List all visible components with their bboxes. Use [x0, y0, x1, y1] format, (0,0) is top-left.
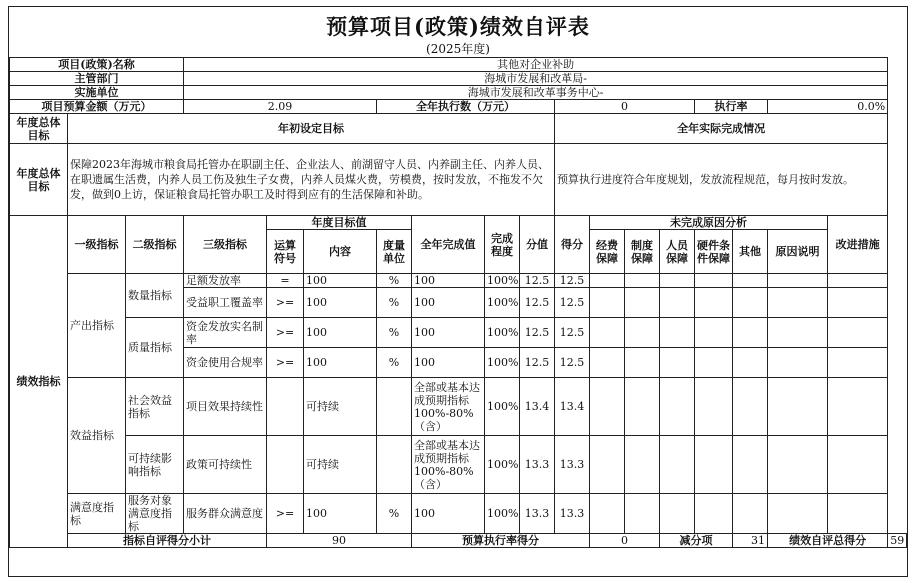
- rate-label: 执行率: [695, 100, 768, 114]
- full-cell: 100: [412, 494, 485, 534]
- value-cell: 12.5: [520, 274, 555, 288]
- h-hardware: 硬件条件保障: [695, 230, 733, 274]
- benefit-label: 效益指标: [68, 378, 126, 494]
- h-level2: 二级指标: [126, 216, 184, 274]
- h-unit: 度量单位: [377, 230, 412, 274]
- goal-row-label: 年度总体目标: [10, 144, 68, 216]
- project-name-label: 项目(政策)名称: [10, 58, 184, 72]
- budget-label: 项目预算金额（万元）: [10, 100, 184, 114]
- degree-cell: 100%: [485, 348, 520, 378]
- unit-cell: %: [377, 288, 412, 318]
- table-row: [10, 274, 907, 288]
- unit-cell: %: [377, 318, 412, 348]
- row-goal-header: [10, 114, 907, 144]
- unit-cell: [377, 378, 412, 436]
- row-budget: [10, 100, 907, 114]
- full-cell: 100: [412, 288, 485, 318]
- table-row: [10, 378, 907, 436]
- content-cell: 100: [304, 318, 377, 348]
- exec-score-label: 预算执行率得分: [412, 534, 590, 548]
- exec-value: 0: [555, 100, 695, 114]
- h-score: 得分: [555, 216, 590, 274]
- h-full: 全年完成值: [412, 216, 485, 274]
- perf-section-label: 绩效指标: [10, 216, 68, 548]
- unit-cell: %: [377, 494, 412, 534]
- h-level3: 三级指标: [184, 216, 267, 274]
- exec-label: 全年执行数（万元）: [377, 100, 555, 114]
- output-label: 产出指标: [68, 274, 126, 378]
- l3-cell: 受益职工覆盖率: [184, 288, 267, 318]
- l3-cell: 资金使用合规率: [184, 348, 267, 378]
- row-footer: [10, 534, 907, 548]
- subtotal-value: 90: [267, 534, 412, 548]
- table-row: [10, 494, 907, 534]
- row-dept: [10, 72, 907, 86]
- content-cell: 可持续: [304, 436, 377, 494]
- score-cell: 12.5: [555, 288, 590, 318]
- goal-plan-text: 保障2023年海城市粮食局托管办在职副主任、企业法人、前湖留守人员、内养副主任、内养人员、在职遗属生活费，内养人员工伤及独生子女费，内养人员煤火费，劳模费，按时发放，不拖发不欠发，做到0上访，保证粮食局托管办职工及时得到应有的生活保障和补助。: [68, 144, 555, 216]
- h-improve: 改进措施: [828, 216, 888, 274]
- dept-value: 海城市发展和改革局-: [184, 72, 888, 86]
- row-impl: [10, 86, 907, 100]
- h-target: 年度目标值: [267, 216, 412, 230]
- content-cell: 100: [304, 348, 377, 378]
- score-cell: 12.5: [555, 274, 590, 288]
- degree-cell: 100%: [485, 378, 520, 436]
- content-cell: 100: [304, 274, 377, 288]
- op-cell: =: [267, 274, 304, 288]
- h-other: 其他: [733, 230, 768, 274]
- impl-label: 实施单位: [10, 86, 184, 100]
- content-cell: 100: [304, 288, 377, 318]
- score-cell: 13.3: [555, 436, 590, 494]
- degree-cell: 100%: [485, 288, 520, 318]
- sustain-label: 可持续影响指标: [126, 436, 184, 494]
- quantity-label: 数量指标: [126, 274, 184, 318]
- h-reason-desc: 原因说明: [768, 230, 828, 274]
- h-funds: 经费保障: [590, 230, 625, 274]
- value-cell: 13.4: [520, 378, 555, 436]
- goal-actual-header: 全年实际完成情况: [555, 114, 888, 144]
- l3-cell: 政策可持续性: [184, 436, 267, 494]
- l3-cell: 足额发放率: [184, 274, 267, 288]
- h-level1: 一级指标: [68, 216, 126, 274]
- row-project-name: [10, 58, 907, 72]
- full-cell: 全部或基本达成预期指标100%-80%（含）: [412, 436, 485, 494]
- value-cell: 13.3: [520, 494, 555, 534]
- evaluation-form: [8, 6, 908, 577]
- subtotal-label: 指标自评得分小计: [68, 534, 267, 548]
- h-degree: 完成程度: [485, 216, 520, 274]
- table-row: [10, 318, 907, 348]
- total-label: 绩效自评总得分: [768, 534, 888, 548]
- op-cell: [267, 436, 304, 494]
- h-op: 运算符号: [267, 230, 304, 274]
- content-cell: 100: [304, 494, 377, 534]
- value-cell: 12.5: [520, 318, 555, 348]
- full-cell: 全部或基本达成预期指标100%-80%（含）: [412, 378, 485, 436]
- h-score-value: 分值: [520, 216, 555, 274]
- unit-cell: %: [377, 348, 412, 378]
- goal-col-label: 年度总体目标: [10, 114, 68, 144]
- h-staff: 人员保障: [660, 230, 695, 274]
- dept-label: 主管部门: [10, 72, 184, 86]
- total-value: 59: [888, 534, 907, 548]
- value-cell: 12.5: [520, 348, 555, 378]
- project-name-value: 其他对企业补助: [184, 58, 888, 72]
- quality-label: 质量指标: [126, 318, 184, 378]
- goal-plan-header: 年初设定目标: [68, 114, 555, 144]
- service-label: 服务对象满意度指标: [126, 494, 184, 534]
- exec-score-value: 0: [590, 534, 660, 548]
- table-row: [10, 436, 907, 494]
- deduct-value: 31: [733, 534, 768, 548]
- degree-cell: 100%: [485, 274, 520, 288]
- op-cell: >=: [267, 348, 304, 378]
- op-cell: >=: [267, 288, 304, 318]
- degree-cell: 100%: [485, 436, 520, 494]
- row-goal-content: [10, 144, 907, 216]
- score-cell: 12.5: [555, 318, 590, 348]
- h-content: 内容: [304, 230, 377, 274]
- goal-actual-text: 预算执行进度符合年度规划，发放流程规范，每月按时发放。: [555, 144, 888, 216]
- degree-cell: 100%: [485, 318, 520, 348]
- h-reason: 未完成原因分析: [590, 216, 828, 230]
- score-cell: 13.4: [555, 378, 590, 436]
- l3-cell: 服务群众满意度: [184, 494, 267, 534]
- degree-cell: 100%: [485, 494, 520, 534]
- score-cell: 13.3: [555, 494, 590, 534]
- value-cell: 12.5: [520, 288, 555, 318]
- budget-value: 2.09: [184, 100, 377, 114]
- full-cell: 100: [412, 274, 485, 288]
- op-cell: [267, 378, 304, 436]
- form-year: (2025年度): [426, 42, 490, 56]
- rate-value: 0.0%: [768, 100, 888, 114]
- h-system: 制度保障: [625, 230, 660, 274]
- full-cell: 100: [412, 318, 485, 348]
- form-title: 预算项目(政策)绩效自评表: [326, 14, 590, 39]
- value-cell: 13.3: [520, 436, 555, 494]
- satisfaction-label: 满意度指标: [68, 494, 126, 534]
- content-cell: 可持续: [304, 378, 377, 436]
- l3-cell: 资金发放实名制率: [184, 318, 267, 348]
- unit-cell: %: [377, 274, 412, 288]
- evaluation-table: [9, 57, 907, 548]
- l3-cell: 项目效果持续性: [184, 378, 267, 436]
- deduct-label: 减分项: [660, 534, 733, 548]
- op-cell: >=: [267, 318, 304, 348]
- unit-cell: [377, 436, 412, 494]
- social-label: 社会效益指标: [126, 378, 184, 436]
- score-cell: 12.5: [555, 348, 590, 378]
- op-cell: >=: [267, 494, 304, 534]
- full-cell: 100: [412, 348, 485, 378]
- row-perf-header1: [10, 216, 907, 230]
- impl-value: 海城市发展和改革事务中心-: [184, 86, 888, 100]
